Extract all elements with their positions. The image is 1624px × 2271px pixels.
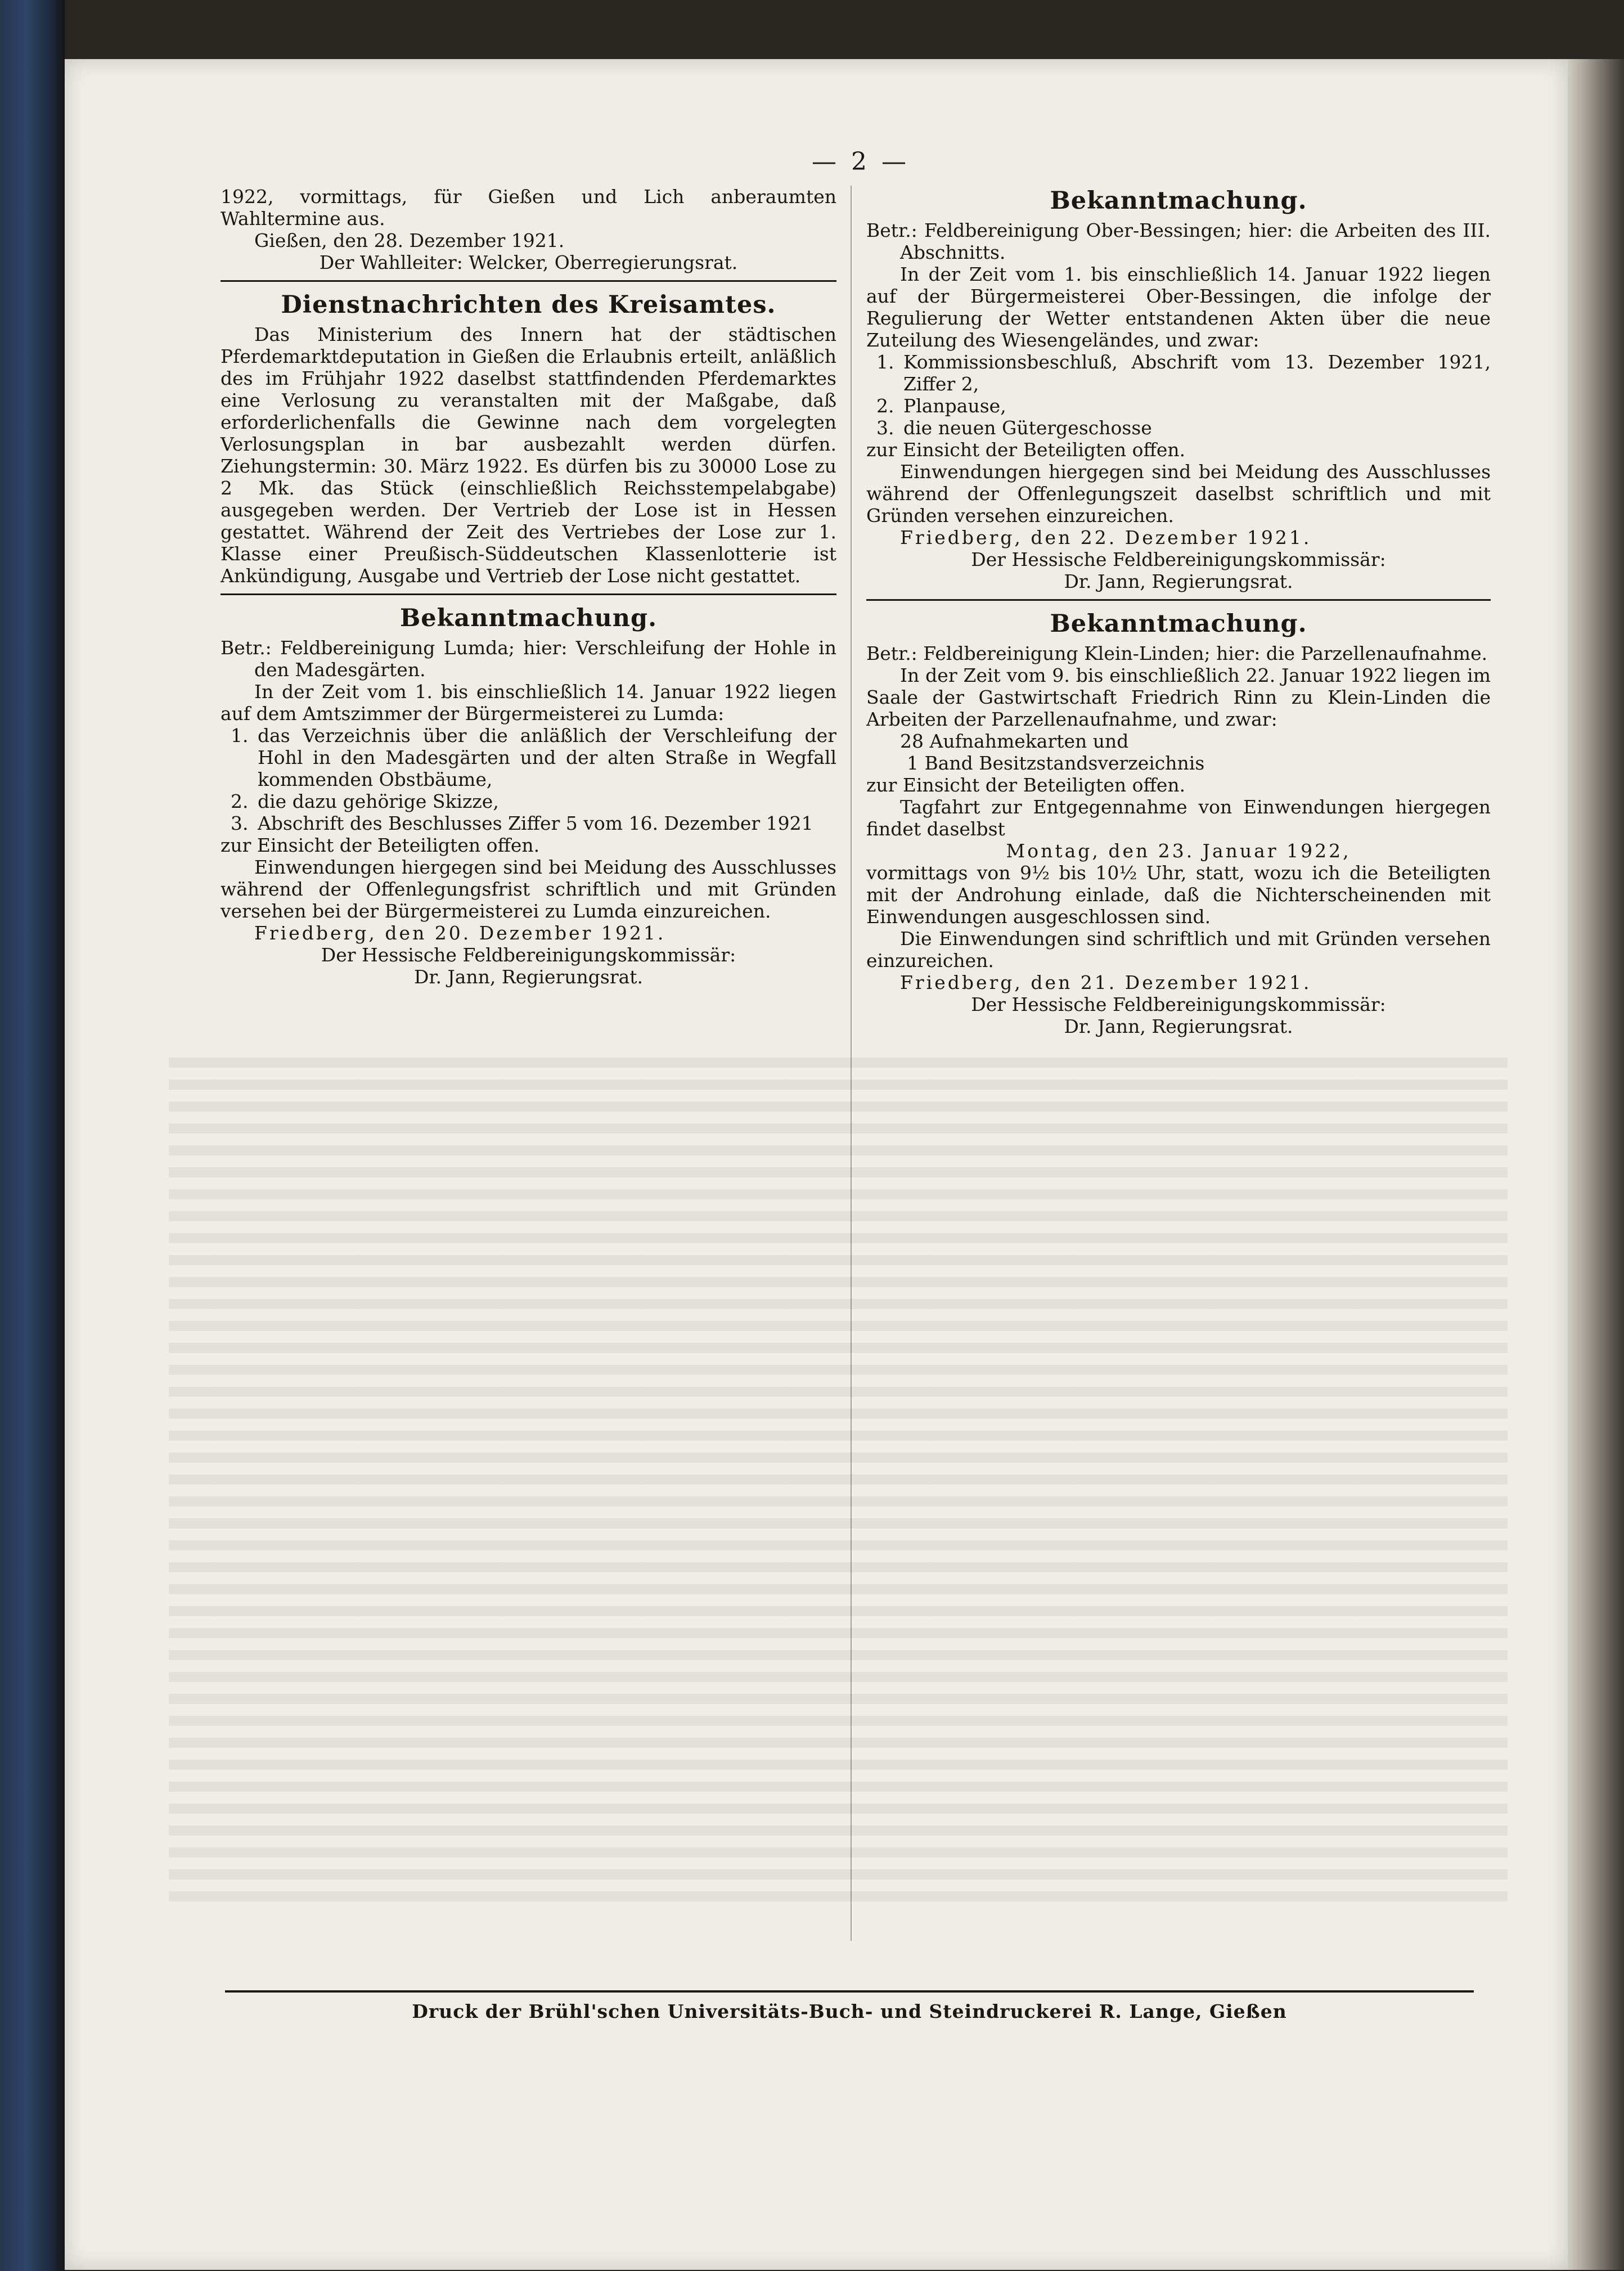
intro-signature: Der Wahlleiter: Welcker, Oberregierungsrat. xyxy=(319,251,738,273)
place-date: Friedberg, den 20. Dezember 1921. xyxy=(254,922,666,944)
list-item: 2. die dazu gehörige Skizze, xyxy=(254,790,836,812)
section-title-dienstnachrichten: Dienstnachrichten des Kreisamtes. xyxy=(281,291,776,319)
section-body: In der Zeit vom 1. bis einschließlich 14. Januar 1922 liegen auf dem Amtszimmer der Bürgermeisterei zu Lumda: xyxy=(221,681,836,725)
section-body: zur Einsicht der Beteiligten offen. xyxy=(221,834,540,856)
right-column xyxy=(866,186,1491,1037)
section-title-bekanntmachung: Bekanntmachung. xyxy=(1050,610,1307,638)
list-item: 1. das Verzeichnis über die anläßlich der Verschleifung der Hohl in den Madesgärten und der alten Straße in Wegfall kommenden Obstbäume, xyxy=(254,725,836,790)
footer-rule xyxy=(225,1990,1474,1993)
section-body: In der Zeit vom 1. bis einschließlich 14. Januar 1922 liegen auf der Bürgermeisterei Ober-Bessingen, die infolge der Regulierung der Wetter entstandenen Akten über die neue Zuteilung des Wiesengeländes, und zwar: xyxy=(866,263,1491,351)
section-body: Das Ministerium des Innern hat der städtischen Pferdemarktdeputation in Gießen die Erlaubnis erteilt, anläßlich des im Frühjahr 1922 daselbst stattfindenden Pferdemarktes eine Verlosung zu veranstalten mit der Maßgabe, daß erforderlichenfalls die Gewinne nach dem vorgelegten Verlosungsplan in bar ausbezahlt werden dürfen. Ziehungstermin: 30. März 1922. Es dürfen bis zu 30000 Lose zu 2 Mk. das Stück (einschließlich Reichsstempelabgabe) ausgegeben werden. Der Vertrieb der Lose ist in Hessen gestattet. Während der Zeit des Vertriebes der Lose zur 1. Klasse einer Preußisch-Süddeutschen Klassenlotterie ist Ankündigung, Ausgabe und Vertrieb der Lose nicht gestattet. xyxy=(221,323,836,587)
betreff: Betr.: Feldbereinigung Klein-Linden; hier: die Parzellenaufnahme. xyxy=(866,642,1488,664)
intro-date: Gießen, den 28. Dezember 1921. xyxy=(254,230,565,251)
signature-name: Dr. Jann, Regierungsrat. xyxy=(1064,1015,1293,1037)
signature-title: Der Hessische Feldbereinigungskommissär: xyxy=(971,548,1386,570)
page-number: — 2 — xyxy=(812,147,910,176)
section-rule xyxy=(221,593,836,595)
list-item: 3. die neuen Gütergeschosse xyxy=(900,417,1491,439)
section-body: zur Einsicht der Beteiligten offen. xyxy=(866,774,1186,796)
page-edge xyxy=(1568,59,1624,2270)
list-item: 28 Aufnahmekarten und xyxy=(900,730,1129,752)
tagfahrt-text: Tagfahrt zur Entgegennahme von Einwendungen hiergegen findet daselbst xyxy=(866,796,1491,840)
section-rule xyxy=(221,280,836,282)
bleed-through-text xyxy=(169,1058,1508,1901)
signature-title: Der Hessische Feldbereinigungskommissär: xyxy=(321,944,736,966)
objection-text: Die Einwendungen sind schriftlich und mit Gründen versehen einzureichen. xyxy=(866,928,1491,972)
item-list xyxy=(221,725,836,834)
place-date: Friedberg, den 21. Dezember 1921. xyxy=(900,972,1312,993)
book-spine xyxy=(0,0,65,2271)
left-column xyxy=(221,186,836,988)
list-item: 1 Band Besitzstandsverzeichnis xyxy=(907,752,1205,774)
signature-name: Dr. Jann, Regierungsrat. xyxy=(413,966,644,988)
printer-imprint: Druck der Brühl'schen Universitäts-Buch- und Steindruckerei R. Lange, Gießen xyxy=(412,2000,1287,2022)
column-divider xyxy=(851,186,852,1941)
item-list xyxy=(866,351,1491,439)
hearing-date: Montag, den 23. Januar 1922, xyxy=(1006,840,1351,862)
intro-text: 1922, vormittags, für Gießen und Lich anberaumten Wahltermine aus. xyxy=(221,186,836,230)
objection-text: Einwendungen hiergegen sind bei Meidung des Ausschlusses während der Offenlegungsfrist schriftlich und mit Gründen versehen bei der Bürgermeisterei zu Lumda einzureichen. xyxy=(221,856,836,922)
objection-text: Einwendungen hiergegen sind bei Meidung des Ausschlusses während der Offenlegungszeit daselbst schriftlich und mit Gründen versehen einzureichen. xyxy=(866,461,1491,527)
hearing-time: vormittags von 9½ bis 10½ Uhr, statt, wozu ich die Beteiligten mit der Androhung einlade, daß die Nichterscheinenden mit Einwendungen ausgeschlossen sind. xyxy=(866,862,1491,928)
place-date: Friedberg, den 22. Dezember 1921. xyxy=(900,527,1312,548)
signature-name: Dr. Jann, Regierungsrat. xyxy=(1064,570,1293,592)
list-item: 2. Planpause, xyxy=(900,395,1491,417)
betreff: Betr.: Feldbereinigung Ober-Bessingen; hier: die Arbeiten des III. Abschnitts. xyxy=(866,219,1491,263)
signature-title: Der Hessische Feldbereinigungskommissär: xyxy=(971,993,1386,1015)
section-title-bekanntmachung: Bekanntmachung. xyxy=(399,604,658,632)
betreff: Betr.: Feldbereinigung Lumda; hier: Verschleifung der Hohle in den Madesgärten. xyxy=(221,637,836,681)
section-title-bekanntmachung: Bekanntmachung. xyxy=(1050,187,1307,215)
list-item: 3. Abschrift des Beschlusses Ziffer 5 vom 16. Dezember 1921 xyxy=(254,812,836,834)
list-item: 1. Kommissionsbeschluß, Abschrift vom 13. Dezember 1921, Ziffer 2, xyxy=(900,351,1491,395)
section-body: In der Zeit vom 9. bis einschließlich 22. Januar 1922 liegen im Saale der Gastwirtschaft Friedrich Rinn zu Klein-Linden die Arbeiten der Parzellenaufnahme, und zwar: xyxy=(866,664,1491,730)
section-rule xyxy=(866,599,1491,601)
section-body: zur Einsicht der Beteiligten offen. xyxy=(866,439,1186,461)
